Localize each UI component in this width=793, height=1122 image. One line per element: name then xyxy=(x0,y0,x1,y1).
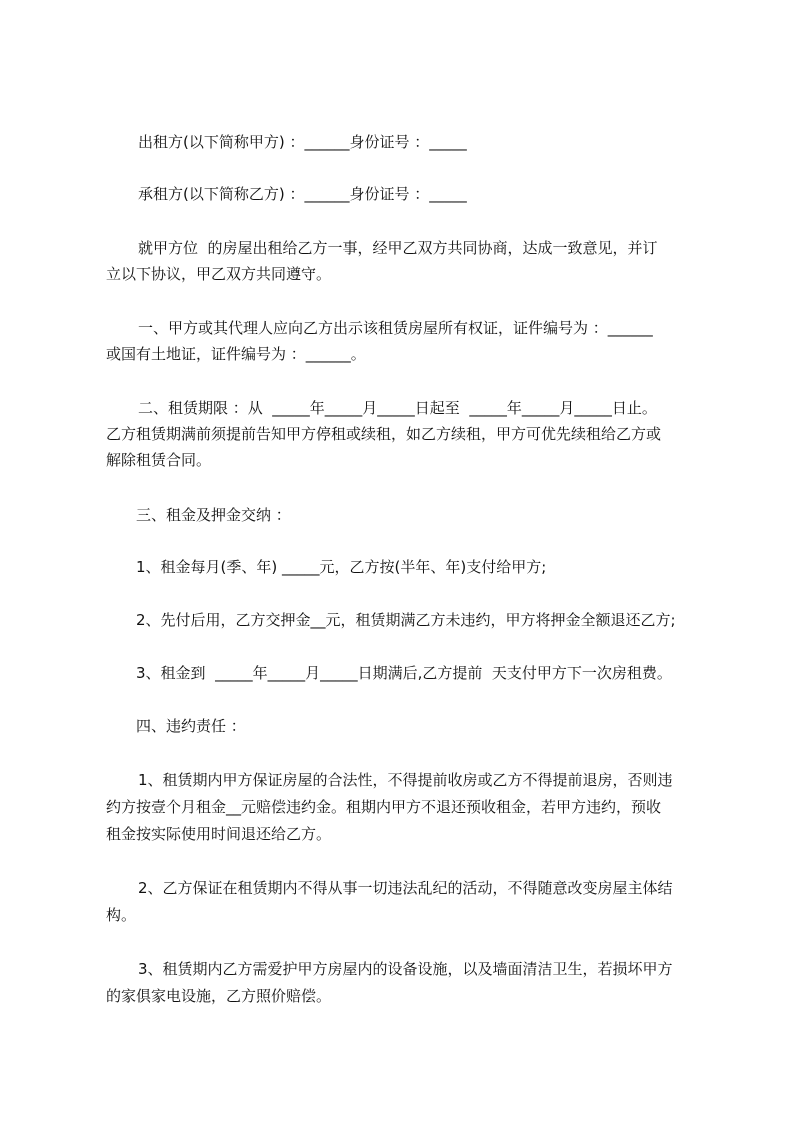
clause2-line-3: 解除租赁合同。 xyxy=(106,451,212,469)
clause3-item-3: 3、租金到 _____年_____月_____日期满后,乙方提前 天支付甲方下一次房租费。 xyxy=(136,664,672,682)
lessee-line: 承租方(以下简称乙方) ：______身份证号 ：_____ xyxy=(138,185,467,203)
clause4-item2-line-2: 构。 xyxy=(106,906,137,924)
intro-line-2: 立以下协议，甲乙双方共同遵守。 xyxy=(106,265,332,283)
clause4-item1-line-1: 1、租赁期内甲方保证房屋的合法性，不得提前收房或乙方不得提前退房，否则违 xyxy=(138,771,673,789)
clause4-item2-line-1: 2、乙方保证在租赁期内不得从事一切违法乱纪的活动，不得随意改变房屋主体结 xyxy=(138,879,673,897)
clause2-line-1: 二、租赁期限 ：从 _____年_____月_____日起至 _____年_____月_____日止。 xyxy=(138,399,657,417)
intro-line-1: 就甲方位 的房屋出租给乙方一事，经甲乙双方共同协商，达成一致意见，并订 xyxy=(138,239,658,257)
clause1-line-1: 一、甲方或其代理人应向乙方出示该租赁房屋所有权证，证件编号为 ：______ xyxy=(138,319,653,337)
lessor-line: 出租方(以下简称甲方) ：______身份证号 ：_____ xyxy=(138,133,467,151)
clause3-item-2: 2、先付后用，乙方交押金__元，租赁期满乙方未违约，甲方将押金全额退还乙方; xyxy=(136,611,676,629)
clause4-heading: 四、违约责任 ： xyxy=(136,717,246,735)
clause4-item1-line-2: 约方按壹个月租金__元赔偿违约金。租期内甲方不退还预收租金，若甲方违约，预收 xyxy=(106,798,662,816)
clause2-line-2: 乙方租赁期满前须提前告知甲方停租或续租，如乙方续租，甲方可优先续租给乙方或 xyxy=(106,425,662,443)
clause4-item1-line-3: 租金按实际使用时间退还给乙方。 xyxy=(106,825,332,843)
clause3-item-1: 1、租金每月(季、年) _____元，乙方按(半年、年)支付给甲方; xyxy=(136,558,547,576)
clause4-item3-line-2: 的家俱家电设施，乙方照价赔偿。 xyxy=(106,987,332,1005)
clause4-item3-line-1: 3、租赁期内乙方需爱护甲方房屋内的设备设施，以及墙面清洁卫生，若损坏甲方 xyxy=(138,960,673,978)
clause1-line-2: 或国有土地证，证件编号为 ：______。 xyxy=(106,345,366,363)
clause3-heading: 三、租金及押金交纳 ： xyxy=(136,506,291,524)
